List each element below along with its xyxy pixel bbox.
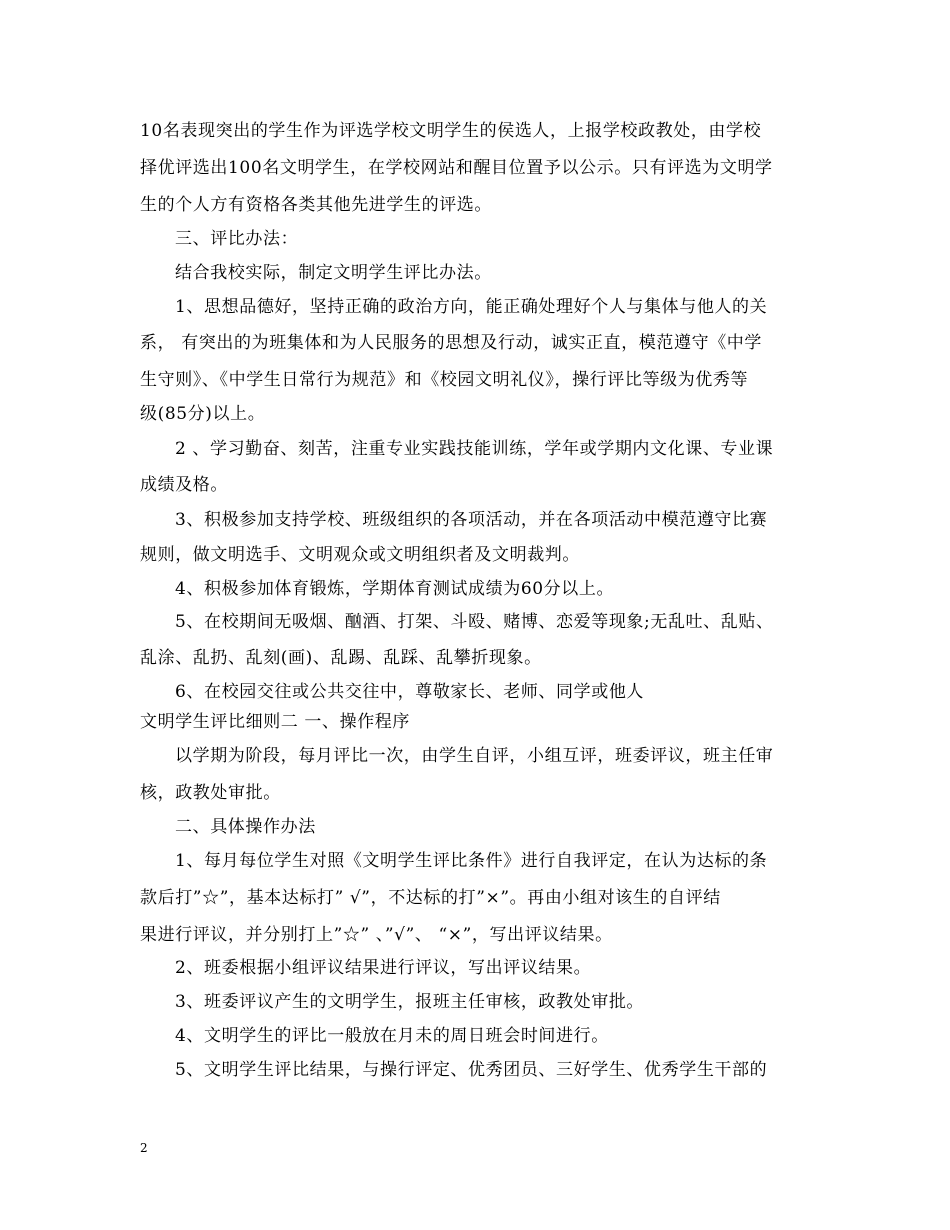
page-number: 2 (140, 1141, 148, 1155)
text-line: 乱涂、乱扔、乱刻(画)、乱踢、乱踩、乱攀折现象。 (140, 648, 542, 668)
text-line: 1、每月每位学生对照《文明学生评比条件》进行自我评定，在认为达标的条 (175, 851, 768, 871)
section-heading: 二、具体操作办法 (175, 817, 316, 837)
text-line: 成绩及格。 (140, 475, 228, 495)
text-line: 款后打”☆”，基本达标打” √”，不达标的打”×”。再由小组对该生的自评结 (140, 888, 721, 908)
section-heading: 三、评比办法： (175, 229, 299, 249)
text-line: 6、在校园交往或公共交往中，尊敬家长、老师、同学或他人 (175, 682, 645, 702)
text-line: 2 、学习勤奋、刻苦，注重专业实践技能训练，学年或学期内文化课、专业课 (175, 439, 774, 459)
text-line: 4、积极参加体育锻炼，学期体育测试成绩为60分以上。 (175, 579, 615, 599)
text-line: 3、班委评议产生的文明学生，报班主任审核，政教处审批。 (175, 992, 645, 1012)
text-line: 10名表现突出的学生作为评选学校文明学生的侯选人，上报学校政教处，由学校 (140, 121, 762, 141)
text-line: 核，政教处审批。 (140, 783, 281, 803)
text-line: 果进行评议，并分别打上”☆” 、”√”、 “×”，写出评议结果。 (140, 925, 613, 945)
section-heading: 文明学生评比细则二 一、操作程序 (140, 712, 411, 732)
text-line: 系， 有突出的为班集体和为人民服务的思想及行动，诚实正直，模范遵守《中学 (140, 333, 763, 353)
text-line: 生的个人方有资格各类其他先进学生的评选。 (140, 195, 492, 215)
text-line: 规则，做文明选手、文明观众或文明组织者及文明裁判。 (140, 545, 580, 565)
text-line: 以学期为阶段，每月评比一次，由学生自评，小组互评，班委评议，班主任审 (175, 746, 774, 766)
text-line: 生守则》、《中学生日常行为规范》和《校园文明礼仪》，操行评比等级为优秀等 (140, 370, 749, 390)
text-line: 3、积极参加支持学校、班级组织的各项活动，并在各项活动中模范遵守比赛 (175, 510, 768, 530)
text-line: 1、思想品德好，坚持正确的政治方向，能正确处理好个人与集体与他人的关 (175, 297, 768, 317)
text-line: 择优评选出100名文明学生，在学校网站和醒目位置予以公示。只有评选为文明学 (140, 158, 773, 178)
text-line: 5、在校期间无吸烟、酗酒、打架、斗殴、赌博、恋爱等现象;无乱吐、乱贴、 (175, 612, 774, 632)
text-line: 结合我校实际，制定文明学生评比办法。 (175, 263, 492, 283)
text-line: 5、文明学生评比结果，与操行评定、优秀团员、三好学生、优秀学生干部的 (175, 1060, 768, 1080)
text-line: 级(85分)以上。 (140, 404, 266, 424)
text-line: 2、班委根据小组评议结果进行评议，写出评议结果。 (175, 958, 592, 978)
text-line: 4、文明学生的评比一般放在月未的周日班会时间进行。 (175, 1026, 609, 1046)
